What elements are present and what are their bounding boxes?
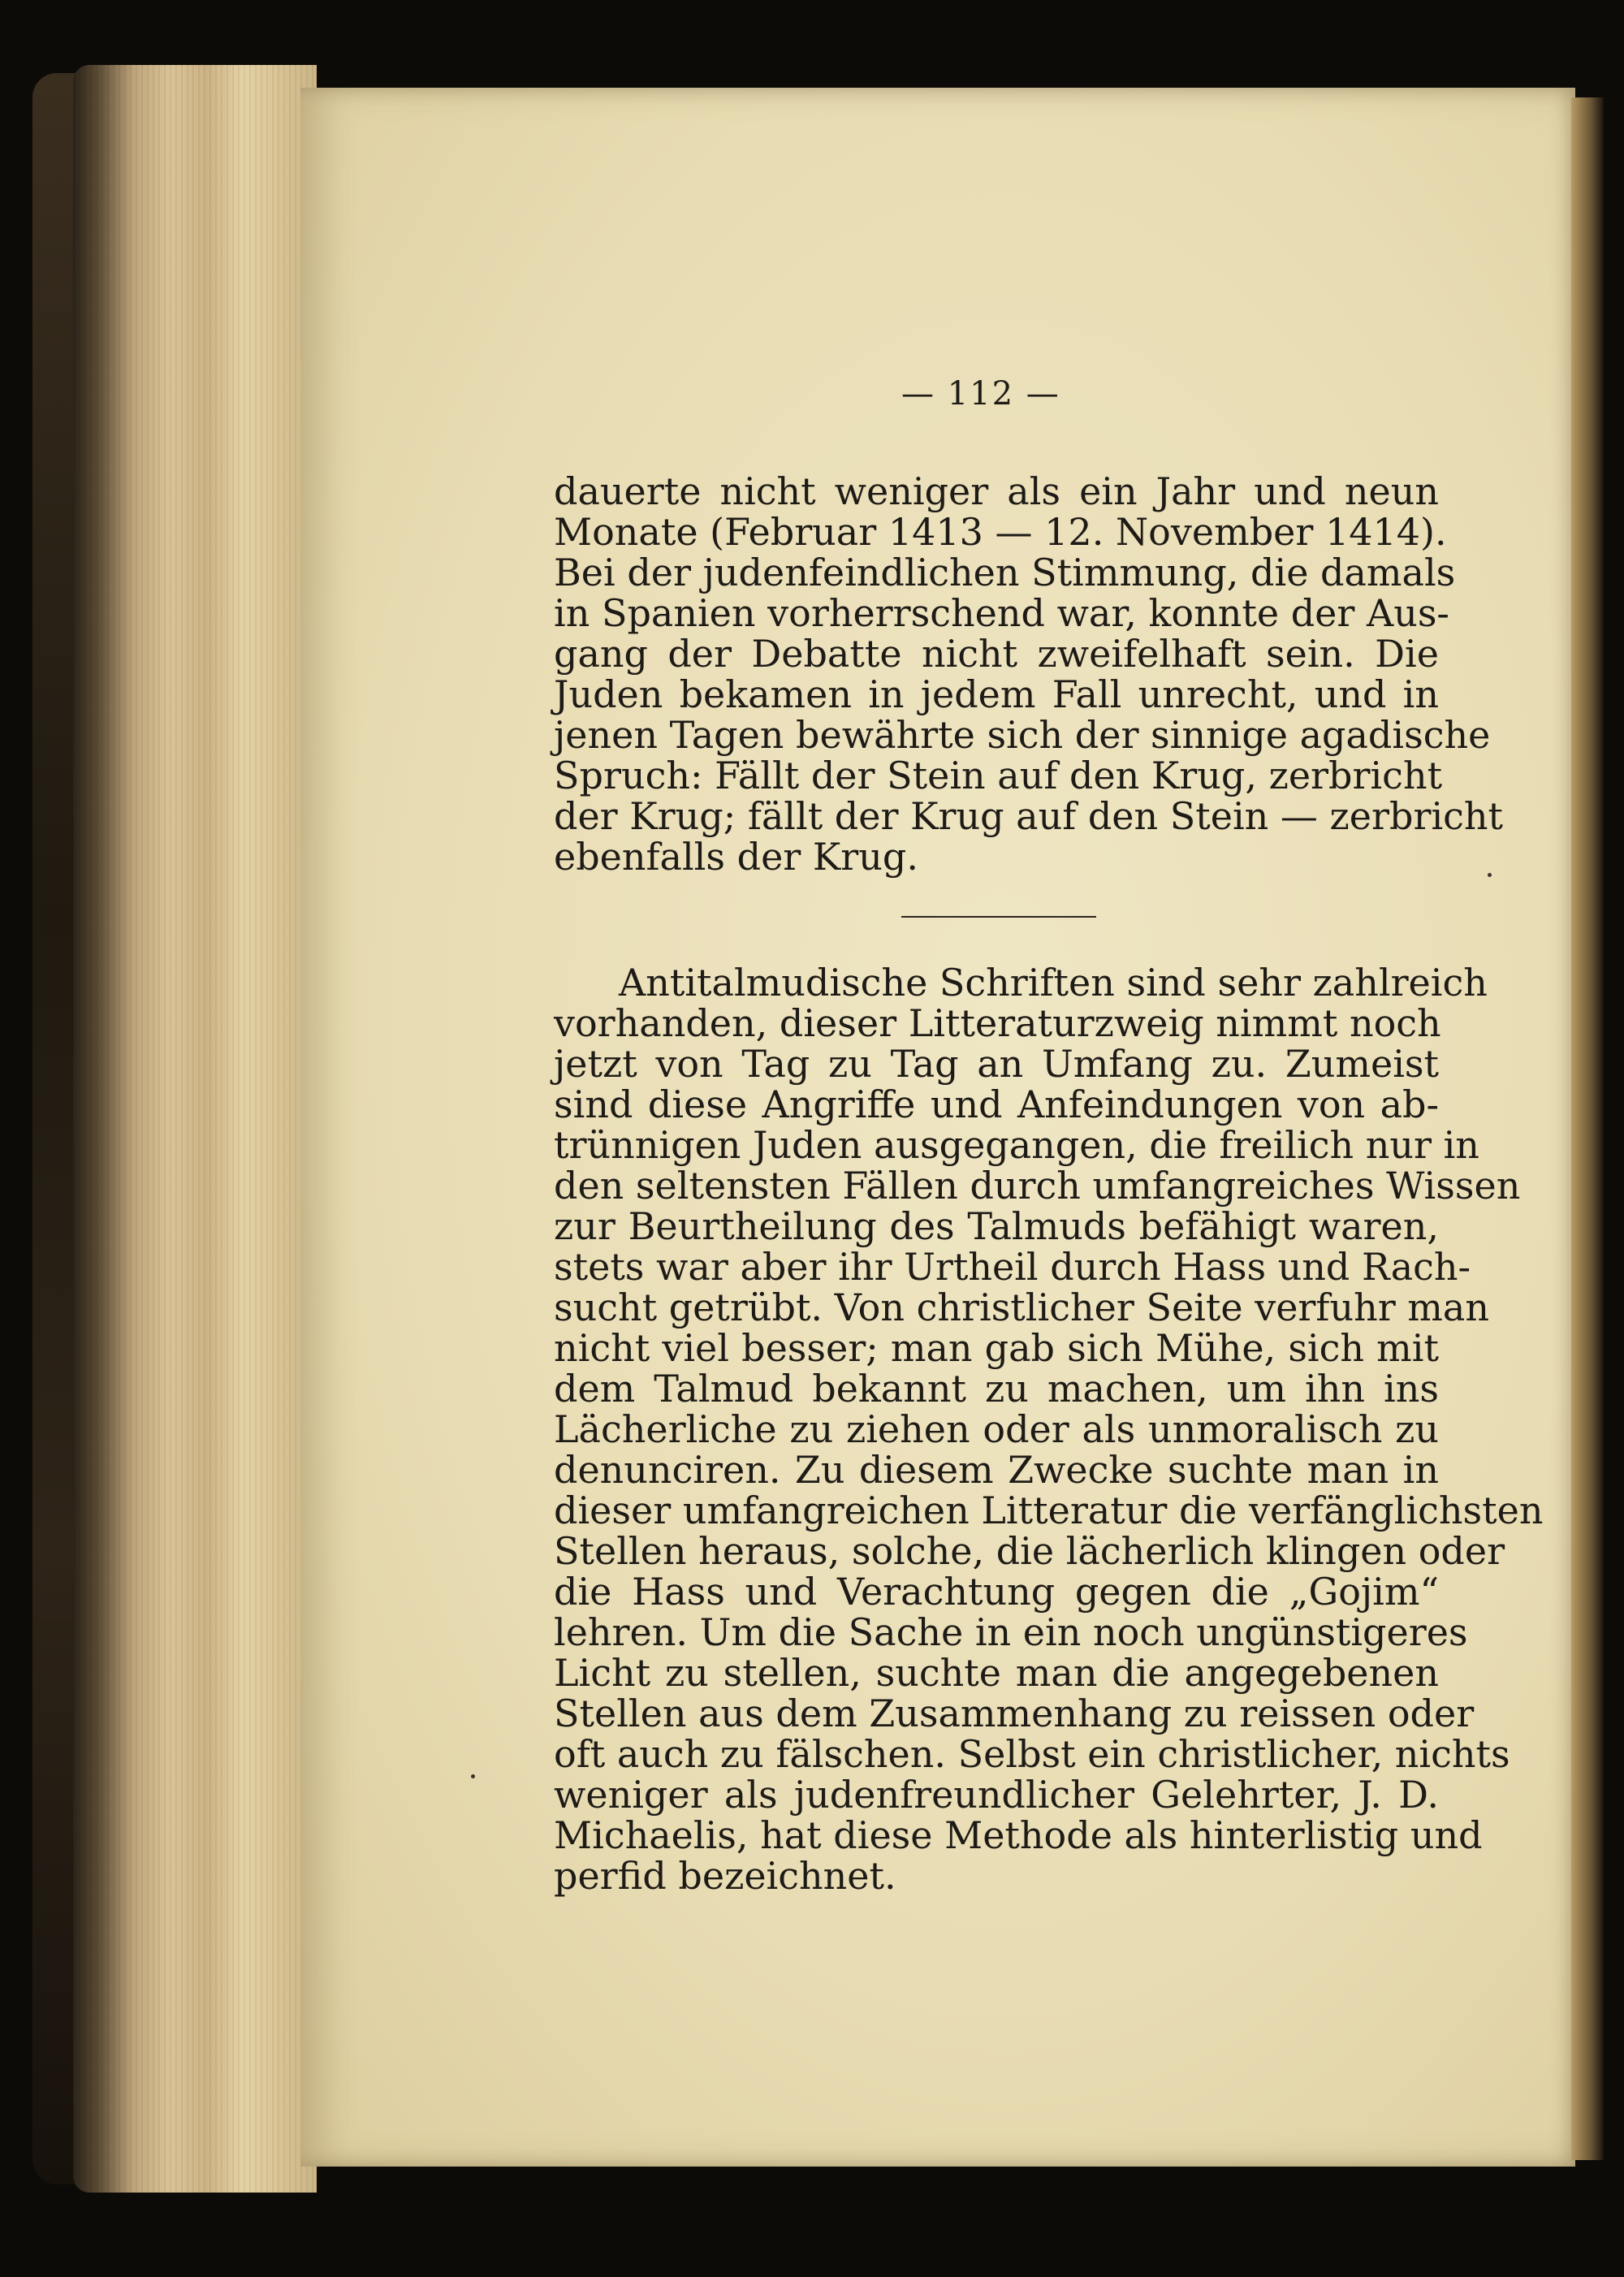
text-line: vorhanden, dieser Litteraturzweig nimmt noch (554, 1001, 1441, 1045)
text-line: zur Beurtheilung des Talmuds befähigt waren, (554, 1204, 1439, 1248)
text-line: perfid bezeichnet. (554, 1854, 896, 1898)
text-line: denunciren. Zu diesem Zwecke suchte man in (554, 1448, 1439, 1492)
text-line: der Krug; fällt der Krug auf den Stein — zerbricht (554, 794, 1504, 838)
text-line: lehren. Um die Sache in ein noch ungünstigeres (554, 1610, 1468, 1654)
text-line: jenen Tagen bewährte sich der sinnige agadische (554, 713, 1491, 757)
text-line: Bei der judenfeindlichen Stimmung, die damals (554, 551, 1456, 594)
text-line: den seltensten Fällen durch umfangreiches Wissen (554, 1164, 1521, 1208)
text-line: Michaelis, hat diese Methode als hinterlistig und (554, 1813, 1483, 1857)
text-line: trünnigen Juden ausgegangen, die freilich nur in (554, 1123, 1479, 1167)
text-line: in Spanien vorherrschend war, konnte der Aus- (554, 591, 1449, 635)
text-line: dauerte nicht weniger als ein Jahr und neun (554, 469, 1439, 513)
text-line: Stellen aus dem Zusammenhang zu reissen oder (554, 1692, 1475, 1735)
text-line: Lächerliche zu ziehen oder als unmoralisch zu (554, 1407, 1439, 1451)
text-line: Stellen heraus, solche, die lächerlich klingen oder (554, 1529, 1505, 1573)
text-line: Monate (Februar 1413 — 12. November 1414). (554, 510, 1447, 554)
text-line: die Hass und Verachtung gegen die „Gojim“ (554, 1570, 1439, 1614)
page-number: — 112 — (901, 375, 1060, 413)
text-line: dieser umfangreichen Litteratur die verfänglichsten (554, 1488, 1544, 1532)
text-line: Licht zu stellen, suchte man die angegebenen (554, 1651, 1439, 1695)
text-line: dem Talmud bekannt zu machen, um ihn ins (554, 1367, 1439, 1411)
text-line: stets war aber ihr Urtheil durch Hass und Rach- (554, 1245, 1471, 1289)
text-line: Antitalmudische Schriften sind sehr zahlreich (619, 961, 1488, 1005)
ink-speck (471, 1774, 475, 1778)
text-line: ebenfalls der Krug. (554, 835, 918, 879)
text-line: sind diese Angriffe und Anfeindungen von ab- (554, 1082, 1439, 1126)
section-divider (901, 916, 1096, 918)
text-line: sucht getrübt. Von christlicher Seite verfuhr man (554, 1285, 1489, 1329)
text-line: gang der Debatte nicht zweifelhaft sein. Die (554, 632, 1439, 676)
text-line: oft auch zu fälschen. Selbst ein christlicher, nichts (554, 1732, 1510, 1776)
text-line: Juden bekamen in jedem Fall unrecht, und in (554, 672, 1439, 716)
text-line: jetzt von Tag zu Tag an Umfang zu. Zumeist (554, 1042, 1439, 1086)
text-line: Spruch: Fällt der Stein auf den Krug, zerbricht (554, 754, 1443, 797)
text-line: weniger als judenfreundlicher Gelehrter, J. D. (554, 1773, 1439, 1817)
ink-speck (1488, 873, 1492, 877)
text-line: nicht viel besser; man gab sich Mühe, sich mit (554, 1326, 1439, 1370)
